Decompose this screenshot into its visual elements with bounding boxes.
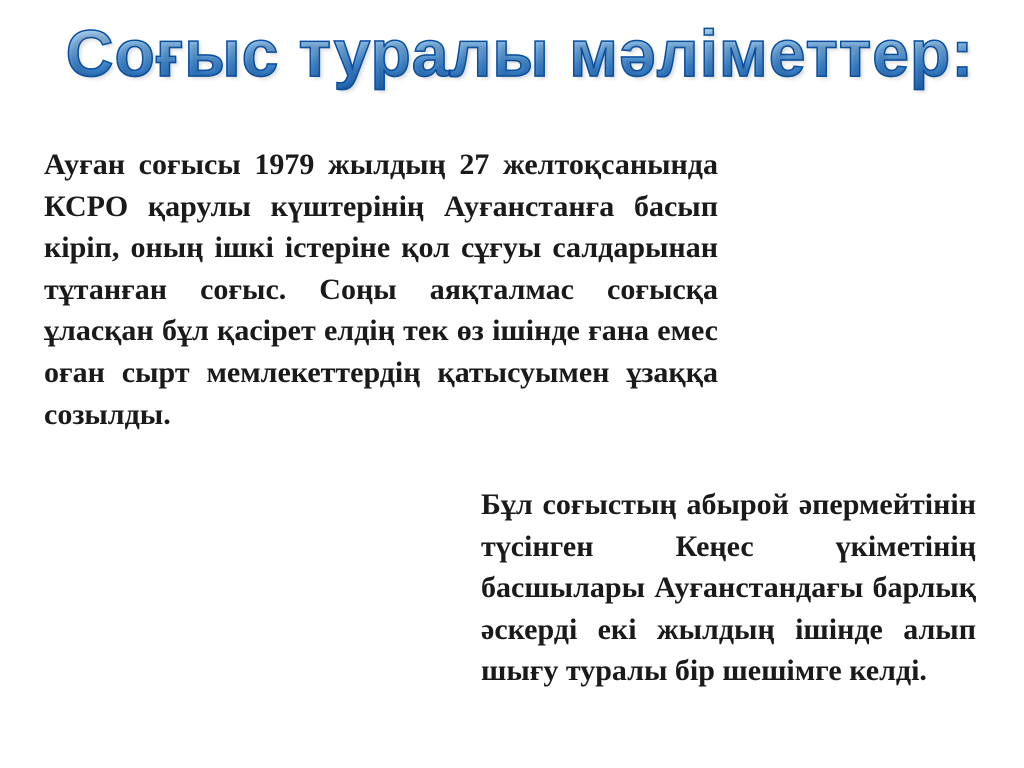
text-paragraph-1: Ауған соғысы 1979 жылдың 27 желтоқсанында КСРО қарулы күштерінің Ауғанстанға басып кіріп, оның ішкі істеріне қол сұғуы салдарынан тұтанған соғыс. Соңы аяқталмас соғысқа ұласқан бұл қасірет елдің тек өз ішінде ғана емес оған сырт мемлекеттердің қатысуымен ұзаққа созылды. (44, 148, 718, 431)
slide-title: Соғыс туралы мәліметтер: (40, 10, 1000, 96)
text-paragraph-2: Бұл соғыстың абырой әпермейтінін түсінген Кеңес үкіметінің басшылары Ауғанстандағы барлық әскерді екі жылдың ішінде алып шығу туралы бір шешімге келді. (481, 488, 976, 688)
